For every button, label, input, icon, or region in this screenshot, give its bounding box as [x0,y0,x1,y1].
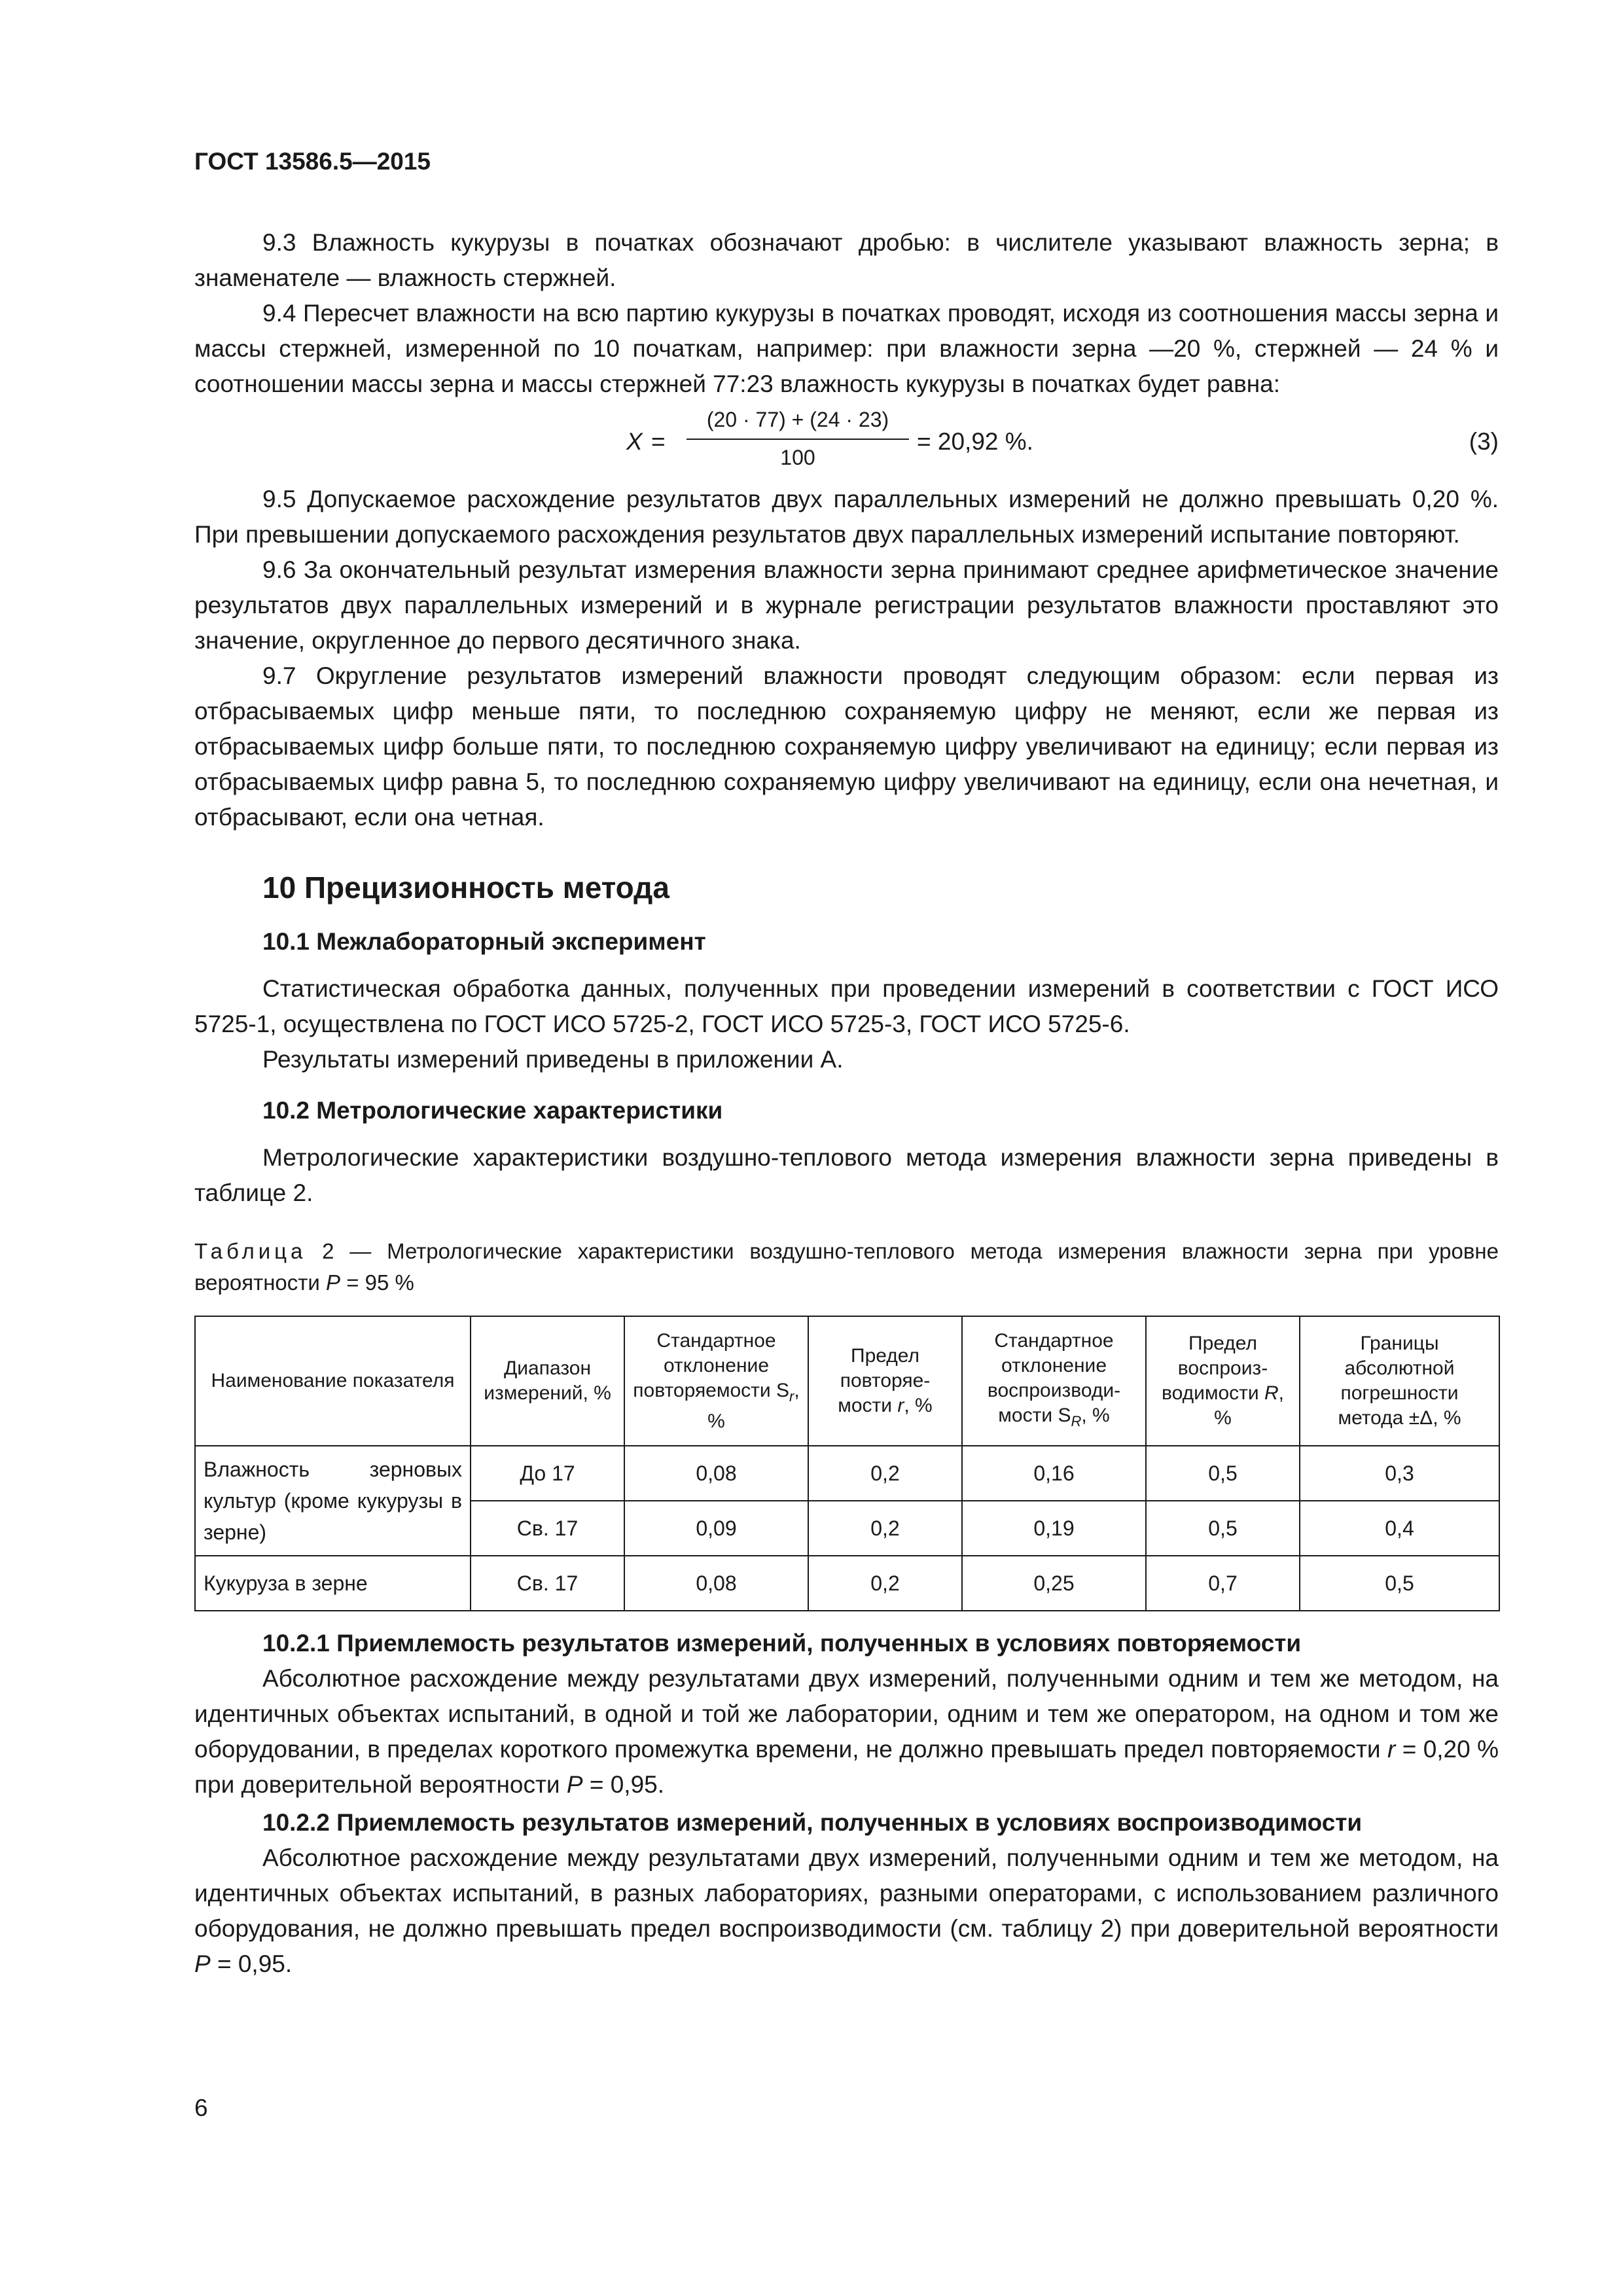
cell-sR: 0,25 [962,1556,1146,1611]
section-10-1-title: 10.1 Межлабораторный эксперимент [262,928,706,955]
cell-sR: 0,16 [962,1446,1146,1501]
section-10-2-title: 10.2 Метрологические характеристики [262,1097,723,1124]
table-caption-var: P [326,1270,341,1295]
table-row [195,1446,1499,1501]
document-header: ГОСТ 13586.5—2015 [194,148,431,175]
cell-r: 0,2 [808,1556,962,1611]
cell-R: 0,5 [1146,1501,1300,1556]
row-name: Кукуруза в зерне [195,1556,471,1611]
table-row [195,1556,1499,1611]
paragraph-9-7: 9.7 Округление результатов измерений влажности проводят следующим образом: если первая из отбрасываемых цифр меньше пяти, то последнюю сохраняемую цифру не меняют, если же первая из отбрасываемых цифр больше пяти, то последнюю сохраняемую цифру увеличивают на единицу; если первая из отбрасываемых цифр равна 5, то последнюю сохраняемую цифру увеличивают на единицу, если она нечетная, и отбрасывают, если она четная. [194,662,1499,831]
paragraph-9-3: 9.3 Влажность кукурузы в початках обозначают дробью: в числителе указывают влажность зерна; в знаменателе — влажность стержней. [194,229,1499,291]
formula-variable: X [626,428,643,455]
section-10-2-2-text: Абсолютное расхождение между результатами двух измерений, полученными одним и тем же методом, на идентичных объектах испытаний, в разных лабораториях, разными операторами, с использованием различного оборудования, не должно превышать предел воспроизводимости (см. таблицу 2) при доверительной вероятности P = 0,95. [194,1844,1499,1977]
page-number: 6 [194,2094,208,2121]
section-10-title: 10 Прецизионность метода [262,870,669,905]
header-range: Диапазон измерений, % [471,1316,624,1446]
cell-r: 0,2 [808,1501,962,1556]
table-caption-tail: = 95 % [346,1270,414,1295]
cell-delta: 0,4 [1300,1501,1499,1556]
cell-sr: 0,08 [624,1556,808,1611]
cell-sr: 0,09 [624,1501,808,1556]
table-header-row [195,1316,1499,1446]
section-10-1-annex-ref: Результаты измерений приведены в приложении А. [262,1046,844,1073]
header-reproducibility-limit: Предел воспроиз-водимости R, % [1146,1316,1300,1446]
cell-range: До 17 [471,1446,624,1501]
fraction-bar [687,439,909,440]
cell-range: Св. 17 [471,1556,624,1611]
metrology-table [194,1316,1500,1611]
formula-number: (3) [1469,428,1499,455]
formula-3 [194,404,1499,475]
cell-delta: 0,3 [1300,1446,1499,1501]
section-10-1-text: Статистическая обработка данных, полученных при проведении измерений в соответствии с ГОСТ ИСО 5725-1, осуществлена по ГОСТ ИСО 5725-2, ГОСТ ИСО 5725-3, ГОСТ ИСО 5725-6. [194,975,1499,1037]
cell-sR: 0,19 [962,1501,1146,1556]
table-caption-text: 2 — Метрологические характеристики воздушно-теплового метода измерения влажности зерна при уровне вероятности [194,1239,1499,1295]
cell-delta: 0,5 [1300,1556,1499,1611]
formula-result: = 20,92 %. [917,428,1033,455]
table-caption-label: Таблица [194,1239,307,1263]
cell-R: 0,5 [1146,1446,1300,1501]
section-10-2-2-title: 10.2.2 Приемлемость результатов измерений, полученных в условиях воспроизводимости [262,1809,1363,1836]
cell-sr: 0,08 [624,1446,808,1501]
formula-numerator: (20 · 77) + (24 · 23) [706,408,889,431]
cell-r: 0,2 [808,1446,962,1501]
header-error-bounds: Границы абсолютной погрешности метода ±Δ, % [1300,1316,1499,1446]
formula-equals: = [651,428,666,455]
paragraph-9-6: 9.6 За окончательный результат измерения влажности зерна принимают среднее арифметическое значение результатов двух параллельных измерений и в журнале регистрации результатов влажности проставляют это значение, округленное до первого десятичного знака. [194,556,1499,654]
section-10-2-text: Метрологические характеристики воздушно-теплового метода измерения влажности зерна приведены в таблице 2. [194,1144,1499,1206]
paragraph-9-5: 9.5 Допускаемое расхождение результатов двух параллельных измерений не должно превышать 0,20 %. При превышении допускаемого расхождения результатов двух параллельных измерений испытание повторяют. [194,486,1499,548]
header-repeatability-sd: Стандартное отклонение повторяемости $S_r$, % [624,1316,808,1446]
formula-fraction [687,404,909,473]
row-name: Влажность зерновых культур (кроме кукурузы в зерне) [195,1446,471,1556]
header-indicator: Наименование показателя [195,1316,471,1446]
header-reproducibility-sd: Стандартное отклонение воспроизводи-мости $S_R$, % [962,1316,1146,1446]
table-caption [194,1236,1499,1299]
paragraph-9-4: 9.4 Пересчет влажности на всю партию кукурузы в початках проводят, исходя из соотношения массы зерна и массы стержней, измеренной по 10 початкам, например: при влажности зерна —20 %, стержней — 24 % и соотношении массы зерна и массы стержней 77:23 влажность кукурузы в початках будет равна: [194,300,1499,397]
cell-range: Св. 17 [471,1501,624,1556]
section-10-2-1-title: 10.2.1 Приемлемость результатов измерений, полученных в условиях повторяемости [262,1630,1302,1657]
document-body [194,225,1499,1982]
header-repeatability-limit: Предел повторяе-мости r, % [808,1316,962,1446]
cell-R: 0,7 [1146,1556,1300,1611]
section-10-2-1-text: Абсолютное расхождение между результатами двух измерений, полученными одним и тем же методом, на идентичных объектах испытаний, в одной и той же лаборатории, одним и тем же оператором, на одном и том же оборудовании, в пределах короткого промежутка времени, не должно превышать предел повторяемости r = 0,20 % при доверительной вероятности P = 0,95. [194,1665,1499,1798]
formula-denominator: 100 [780,446,815,469]
